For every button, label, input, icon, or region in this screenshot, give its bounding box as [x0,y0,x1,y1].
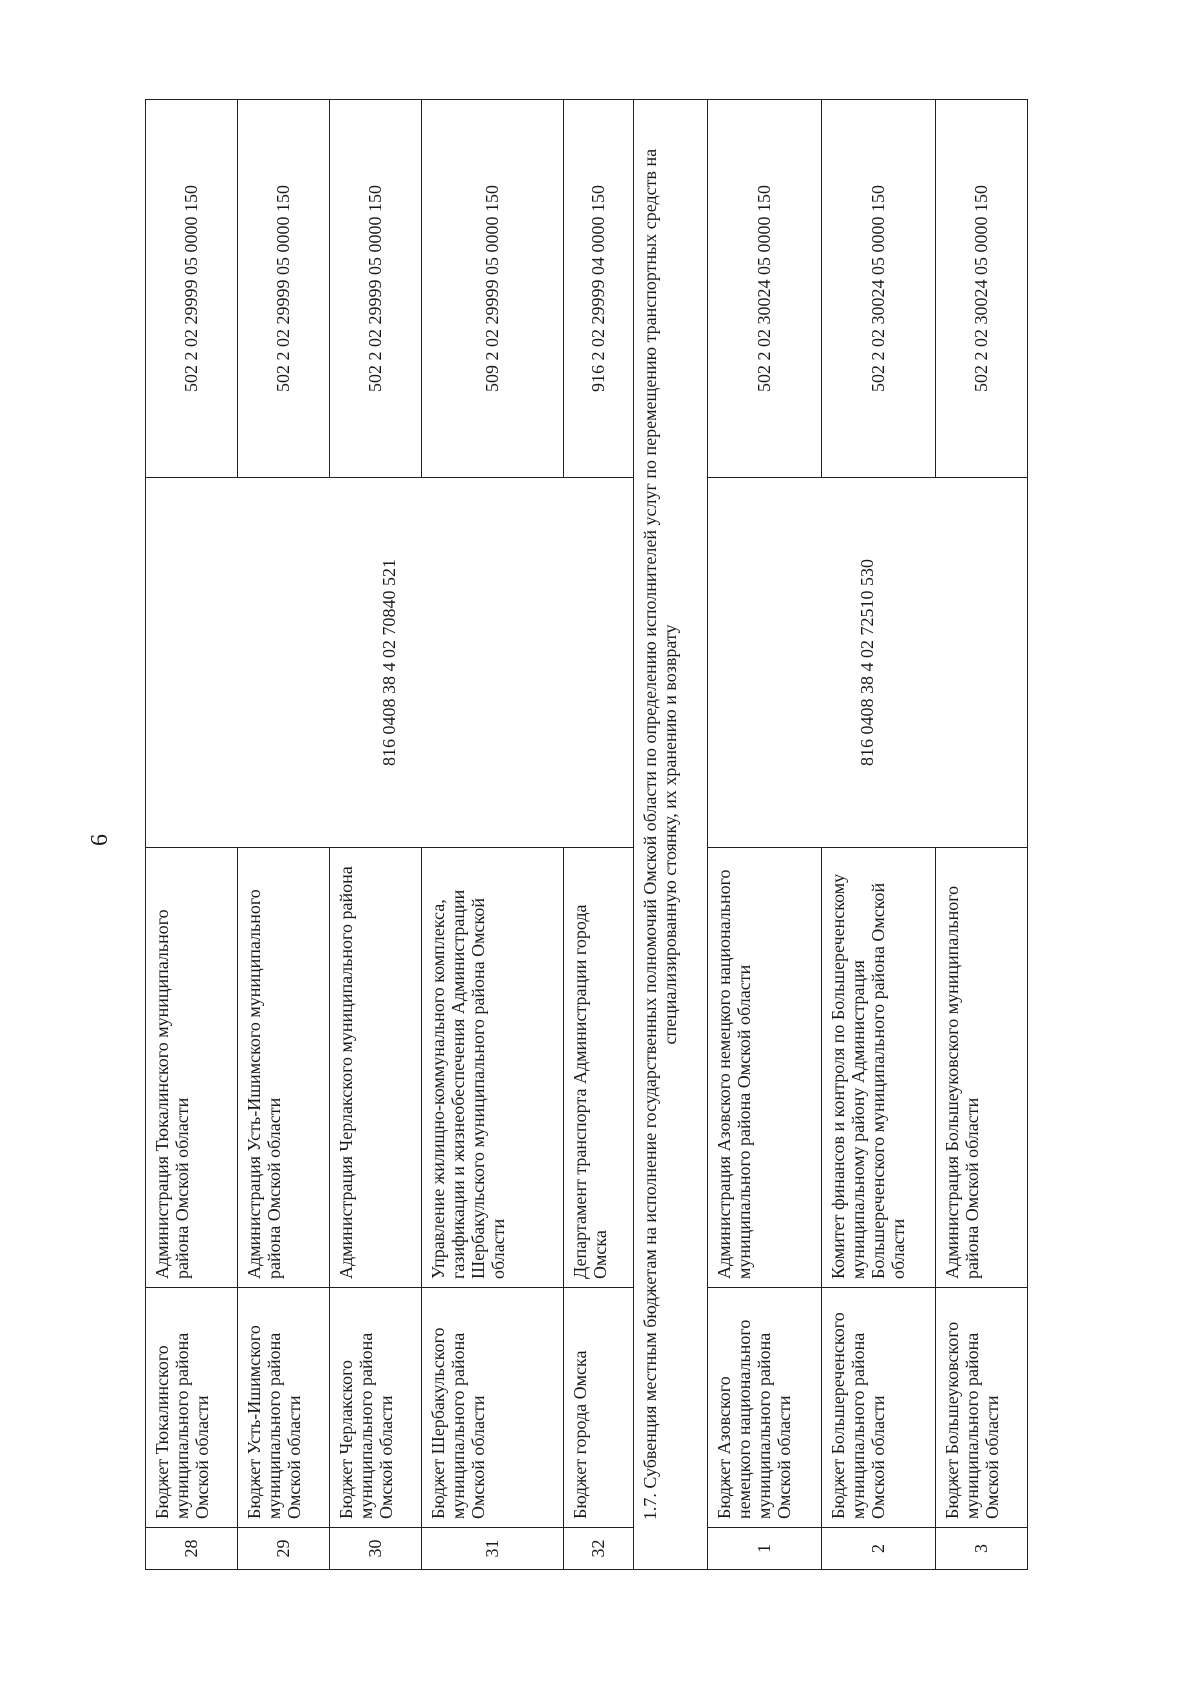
table-row [146,100,238,1570]
administrator-name: Комитет финансов и контроля по Большереченскому муниципальному району Администрация Большереченского муниципального района Омской области [822,848,936,1288]
row-number: 1 [708,1528,822,1570]
budget-name: Бюджет Большереченского муниципального района Омской области [822,1288,936,1528]
administrator-name: Управление жилищно-коммунального комплекса, газификации и жизнеобеспечения Администрации Шербакульского муниципального района Омской области [422,848,564,1288]
administrator-name: Администрация Усть-Ишимского муниципального района Омской области [238,848,330,1288]
administrator-name: Администрация Тюкалинского муниципального района Омской области [146,848,238,1288]
budget-name: Бюджет Большеуковского муниципального района Омской области [936,1288,1028,1528]
budget-name: Бюджет Усть-Ишимского муниципального района Омской области [238,1288,330,1528]
budget-name: Бюджет Тюкалинского муниципального района Омской области [146,1288,238,1528]
budget-table [145,99,1028,1570]
row-number: 3 [936,1528,1028,1570]
budget-name: Бюджет Черлакского муниципального района Омской области [330,1288,422,1528]
row-number: 28 [146,1528,238,1570]
revenue-code: 502 2 02 30024 05 0000 150 [822,100,936,478]
section-title: 1.7. Субвенция местным бюджетам на исполнение государственных полномочий Омской области по определению исполнителей услуг по перемещению транспортных средств на специализированную стоянку, их хранению и возврату [634,100,708,1570]
revenue-code: 502 2 02 29999 05 0000 150 [238,100,330,478]
revenue-code: 509 2 02 29999 05 0000 150 [422,100,564,478]
revenue-code: 502 2 02 29999 05 0000 150 [146,100,238,478]
administrator-name: Администрация Большеуковского муниципального района Омской области [936,848,1028,1288]
revenue-code: 502 2 02 30024 05 0000 150 [708,100,822,478]
rotated-table-sheet [145,100,1075,1570]
section-row [634,100,708,1570]
table-row [708,100,822,1570]
row-number: 31 [422,1528,564,1570]
row-number: 29 [238,1528,330,1570]
budget-name: Бюджет Шербакульского муниципального района Омской области [422,1288,564,1528]
administrator-name: Администрация Черлакского муниципального района [330,848,422,1288]
page-number: 6 [86,834,113,846]
expense-code: 816 0408 38 4 02 70840 521 [146,478,634,848]
row-number: 30 [330,1528,422,1570]
row-number: 2 [822,1528,936,1570]
budget-name: Бюджет города Омска [564,1288,634,1528]
revenue-code: 502 2 02 29999 05 0000 150 [330,100,422,478]
revenue-code: 916 2 02 29999 04 0000 150 [564,100,634,478]
administrator-name: Департамент транспорта Администрации города Омска [564,848,634,1288]
expense-code: 816 0408 38 4 02 72510 530 [708,478,1028,848]
budget-name: Бюджет Азовского немецкого национального муниципального района Омской области [708,1288,822,1528]
row-number: 32 [564,1528,634,1570]
administrator-name: Администрация Азовского немецкого национального муниципального района Омской области [708,848,822,1288]
revenue-code: 502 2 02 30024 05 0000 150 [936,100,1028,478]
